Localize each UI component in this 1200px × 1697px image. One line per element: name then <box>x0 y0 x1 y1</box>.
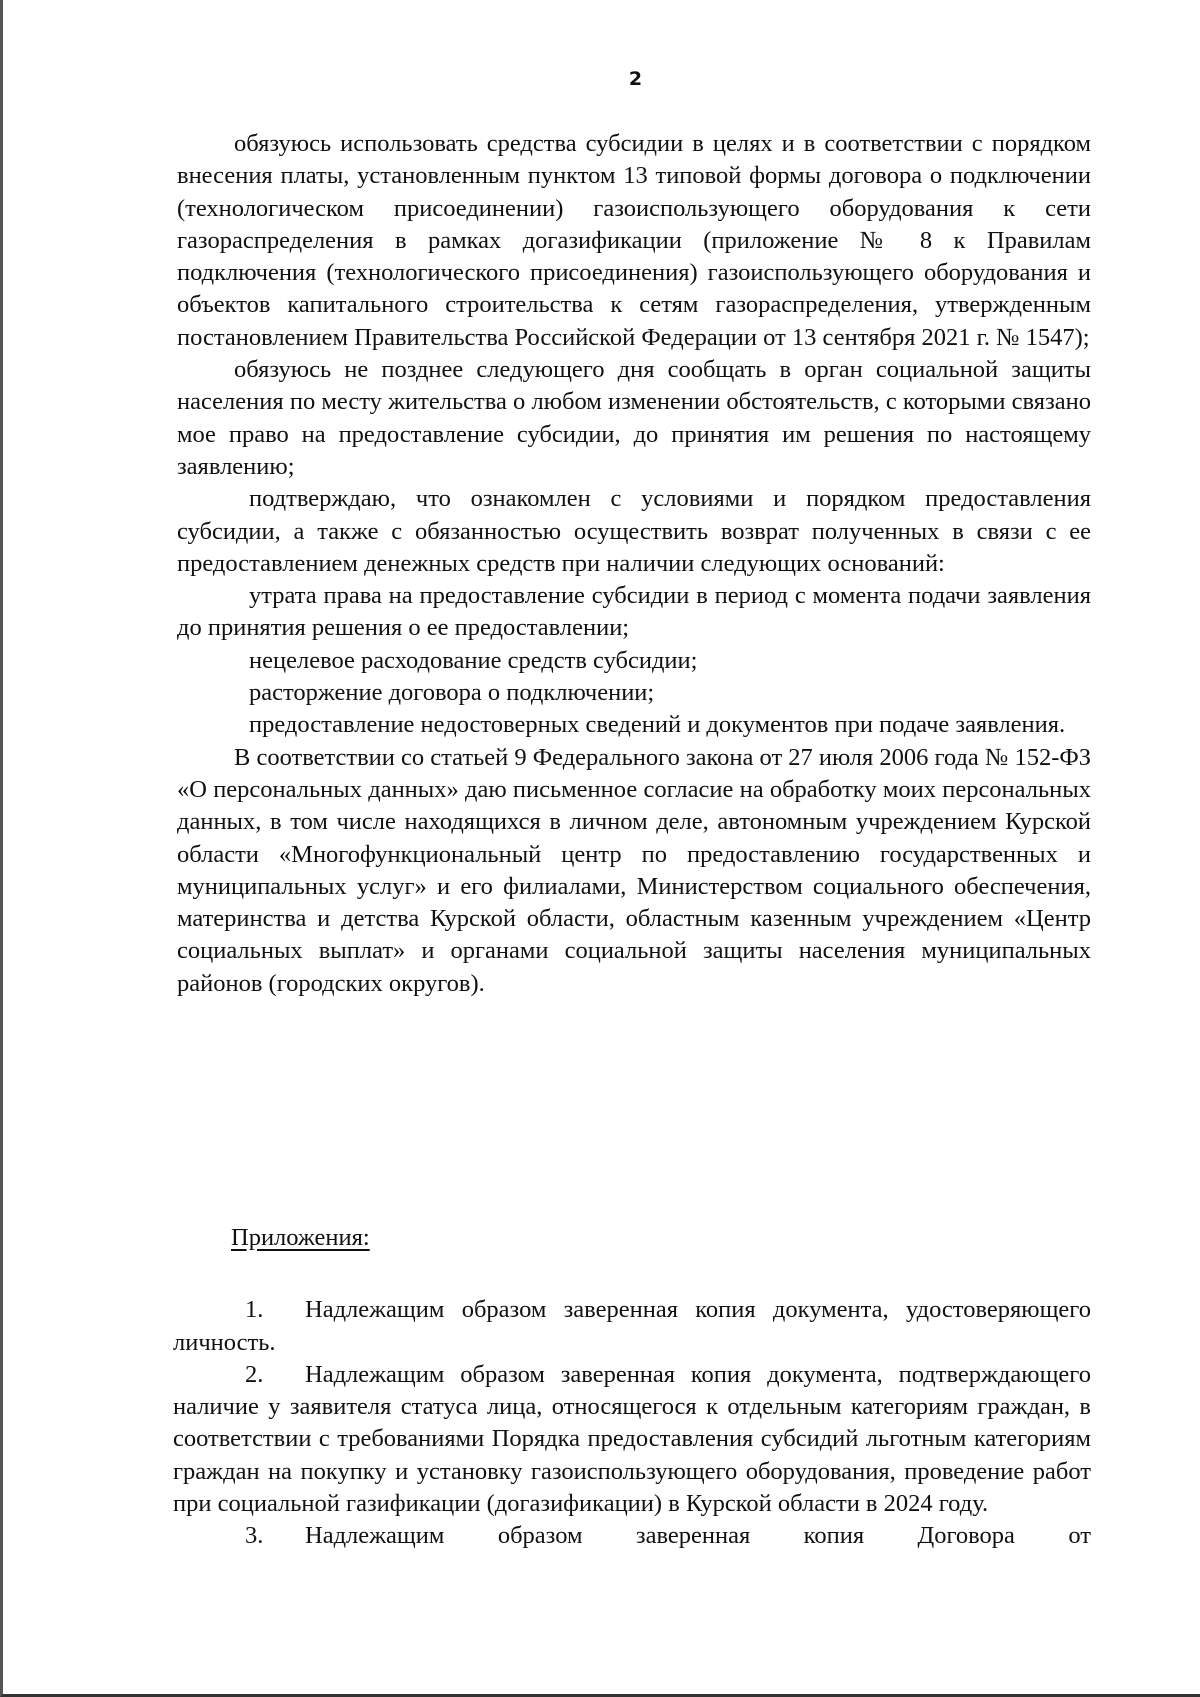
attachment-item <box>173 1520 1091 1552</box>
paragraph-ground-misuse: нецелевое расходование средств субсидии; <box>249 646 698 674</box>
paragraph-ground-loss-of-right: утрата права на предоставление субсидии в период с момента подачи заявления до принятия решения о ее предоставлении; <box>177 582 1091 642</box>
paragraph-acknowledgement: подтверждаю, что ознакомлен с условиями и порядком предоставления субсидии, а также с обязанностью осуществить возврат полученных в связи с ее предоставлением денежных средств при наличии следующих оснований: <box>177 485 1091 577</box>
attachment-text: Надлежащим образом заверенная копия документа, удостоверяющего личность. <box>173 1296 1091 1356</box>
paragraph-ground-false-data: предоставление недостоверных сведений и документов при подаче заявления. <box>249 711 1066 739</box>
attachment-text: Надлежащим образом заверенная копия документа, подтверждающего наличие у заявителя статуса лица, относящегося к отдельным категориям граждан, в соответствии с требованиями Порядка предоставления субсидий льготным категориям граждан на покупку и установку газоиспользующего оборудования, проведение работ при социальной газификации (догазификации) в Курской области в 2024 году. <box>173 1360 1091 1518</box>
attachment-number: 2. <box>245 1360 264 1388</box>
attachments-heading: Приложения: <box>231 1224 370 1251</box>
attachment-text: Надлежащим образом заверенная копия Договора от <box>305 1522 1091 1550</box>
attachment-item <box>173 1294 1091 1359</box>
attachment-number: 1. <box>245 1296 264 1324</box>
attachment-item <box>173 1359 1091 1520</box>
document-body <box>177 128 1091 1000</box>
paragraph-personal-data-consent: В соответствии со статьей 9 Федерального закона от 27 июля 2006 года № 152-ФЗ «О персональных данных» даю письменное согласие на обработку моих персональных данных, в том числе находящихся в личном деле, автономным учреждением Курской области «Многофункциональный центр по предоставлению государственных и муниципальных услуг» и его филиалами, Министерством социального обеспечения, материнства и детства Курской области, областным казенным учреждением «Центр социальных выплат» и органами социальной защиты населения муниципальных районов (городских округов). <box>177 743 1091 997</box>
page-number: 2 <box>628 68 643 90</box>
paragraph-notify-changes: обязуюсь не позднее следующего дня сообщать в орган социальной защиты населения по месту жительства о любом изменении обстоятельств, с которыми связано мое право на предоставление субсидии, до принятия им решения по настоящему заявлению; <box>177 356 1091 480</box>
attachments-section <box>173 1222 1091 1553</box>
paragraph-subsidy-use: обязуюсь использовать средства субсидии в целях и в соответствии с порядком внесения платы, установленным пунктом 13 типовой формы договора о подключении (технологическом присоединении) газоиспользующего оборудования к сети газораспределения в рамках догазификации (приложение № 8 к Правилам подключения (технологического присоединения) газоиспользующего оборудования и объектов капитального строительства к сетям газораспределения, утвержденным постановлением Правительства Российской Федерации от 13 сентября 2021 г. № 1547); <box>177 130 1091 351</box>
attachment-number: 3. <box>245 1522 264 1550</box>
paragraph-ground-termination: расторжение договора о подключении; <box>249 679 655 707</box>
